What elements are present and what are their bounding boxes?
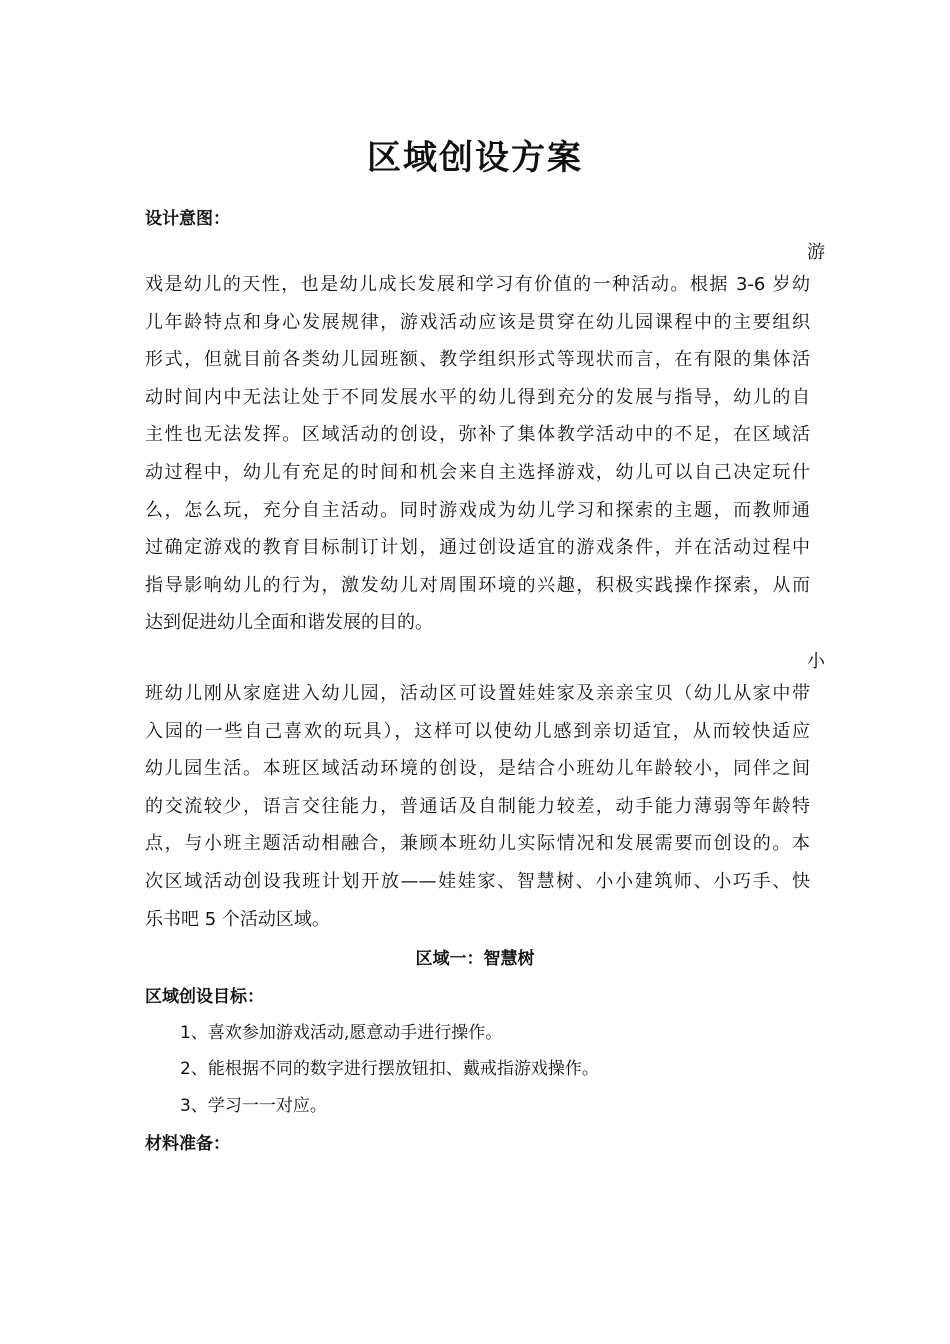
goal-item: 2、能根据不同的数字进行摆放钮扣、戴戒指游戏操作。 — [180, 1059, 599, 1079]
design-intent-heading: 设计意图： — [145, 209, 230, 229]
intro-line: 戏是幼儿的天性，也是幼儿成长发展和学习有价值的一种活动。根据 3-6 岁幼 — [145, 274, 810, 295]
class-first-char: 小 — [807, 651, 825, 672]
intro-line: 动过程中，幼儿有充足的时间和机会来自主选择游戏，幼儿可以自己决定玩什 — [145, 461, 810, 483]
intro-paragraph — [145, 266, 810, 642]
intro-line: 指导影响幼儿的行为，激发幼儿对周围环境的兴趣，积极实践操作探索，从而 — [145, 574, 810, 596]
class-line: 次区域活动创设我班计划开放——娃娃家、智慧树、小小建筑师、小巧手、快 — [145, 870, 810, 892]
class-line: 点，与小班主题活动相融合，兼顾本班幼儿实际情况和发展需要而创设的。本 — [145, 833, 810, 855]
intro-line: 过确定游戏的教育目标制订计划，通过创设适宜的游戏条件，并在活动过程中 — [145, 537, 810, 559]
goals-heading: 区域创设目标： — [145, 987, 264, 1007]
class-line: 乐书吧 5 个活动区域。 — [145, 908, 330, 930]
section-title: 区域一：智慧树 — [415, 949, 535, 969]
document-title: 区域创设方案 — [367, 138, 583, 178]
intro-line: 主性也无法发挥。区域活动的创设，弥补了集体教学活动中的不足，在区域活 — [145, 424, 810, 446]
class-line: 幼儿园生活。本班区域活动环境的创设，是结合小班幼儿年龄较小，同伴之间 — [145, 758, 810, 780]
class-line: 班幼儿刚从家庭进入幼儿园，活动区可设置娃娃家及亲亲宝贝（幼儿从家中带 — [145, 683, 810, 704]
goal-item: 3、学习一一对应。 — [180, 1096, 327, 1116]
intro-line: 么，怎么玩，充分自主活动。同时游戏成为幼儿学习和探索的主题，而教师通 — [145, 499, 810, 521]
intro-line: 达到促进幼儿全面和谐发展的目的。 — [145, 612, 433, 634]
intro-line: 动时间内中无法让处于不同发展水平的幼儿得到充分的发展与指导，幼儿的自 — [145, 386, 810, 408]
goal-item: 1、喜欢参加游戏活动,愿意动手进行操作。 — [180, 1023, 503, 1043]
intro-first-char: 游 — [807, 242, 825, 263]
intro-line: 形式，但就目前各类幼儿园班额、教学组织形式等现状而言，在有限的集体活 — [145, 349, 810, 371]
materials-heading: 材料准备： — [145, 1134, 230, 1154]
class-line: 入园的一些自己喜欢的玩具），这样可以使幼儿感到亲切适宜，从而较快适应 — [145, 720, 810, 742]
intro-line: 儿年龄特点和身心发展规律，游戏活动应该是贯穿在幼儿园课程中的主要组织 — [145, 311, 810, 333]
class-paragraph — [145, 675, 810, 938]
class-line: 的交流较少，语言交往能力，普通话及自制能力较差，动手能力薄弱等年龄特 — [145, 795, 810, 817]
